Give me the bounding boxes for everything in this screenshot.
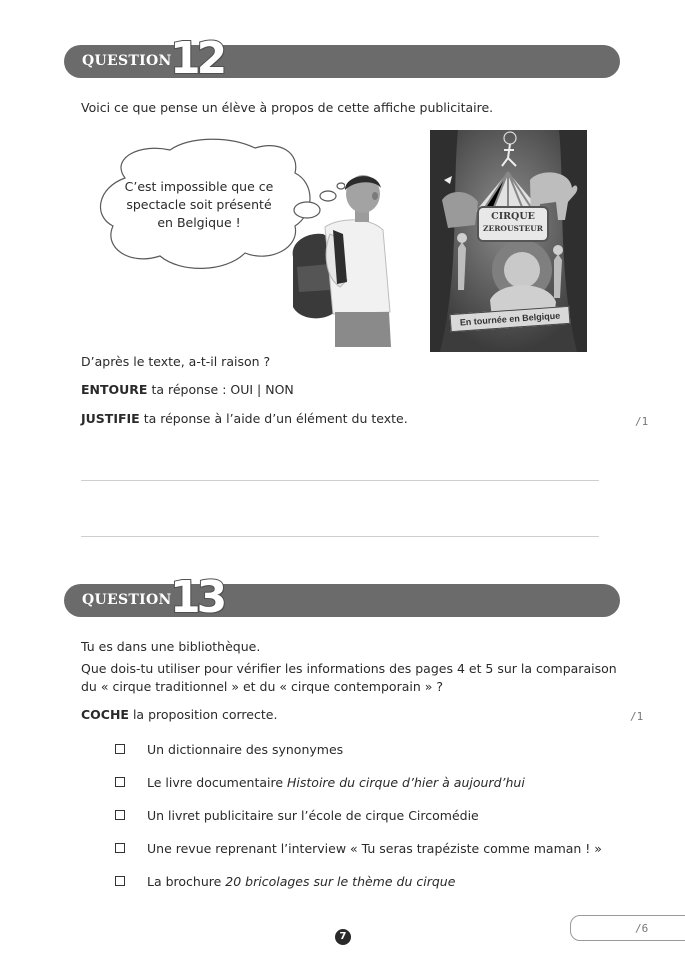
question-12-prompt: D’après le texte, a-t-il raison ? <box>81 354 271 369</box>
poster-banner: En tournée en Belgique <box>450 306 571 332</box>
option-label: Un livret publicitaire sur l’école de cirque Circomédie <box>147 808 479 823</box>
question-12-intro: Voici ce que pense un élève à propos de cette affiche publicitaire. <box>81 100 494 115</box>
instruction-text: ta réponse : OUI | NON <box>147 382 294 397</box>
thought-bubble-text <box>110 178 288 232</box>
instruction-keyword: COCHE <box>81 707 129 722</box>
poster-title-sign <box>477 206 549 242</box>
total-score-box <box>570 915 685 941</box>
option-label: La brochure 20 bricolages sur le thème du cirque <box>147 874 456 889</box>
option-label: Un dictionnaire des synonymes <box>147 742 344 757</box>
question-13-prompt: Que dois-tu utiliser pour vérifier les informations des pages 4 et 5 sur la comparaison du « cirque traditionnel » et du « cirque contemporain » ? <box>81 661 617 694</box>
question-12-score: /1 <box>635 415 649 428</box>
question-12-header <box>64 33 620 84</box>
option-label: Le livre documentaire Histoire du cirque d’hier à aujourd’hui <box>147 775 525 790</box>
student-illustration <box>285 172 400 347</box>
instruction-text: ta réponse à l’aide d’un élément du texte. <box>139 411 408 426</box>
bubble-line: en Belgique ! <box>157 215 241 230</box>
question-13-score: /1 <box>630 710 644 723</box>
page-number: 7 <box>335 929 351 945</box>
option-checkbox[interactable] <box>115 876 125 886</box>
option-label: Une revue reprenant l’interview « Tu seras trapéziste comme maman ! » <box>147 841 602 856</box>
option-checkbox[interactable] <box>115 843 125 853</box>
instruction-keyword: ENTOURE <box>81 382 148 397</box>
option-checkbox[interactable] <box>115 810 125 820</box>
question-13-intro: Tu es dans une bibliothèque. <box>81 639 261 654</box>
instruction-circle <box>81 381 294 399</box>
instruction-keyword: JUSTIFIE <box>81 411 140 426</box>
question-number: 12 <box>170 33 224 84</box>
answer-line[interactable] <box>81 480 599 481</box>
question-label: QUESTION <box>82 592 172 608</box>
total-score: /6 <box>635 922 649 935</box>
option-checkbox[interactable] <box>115 777 125 787</box>
option-checkbox[interactable] <box>115 744 125 754</box>
circus-poster <box>430 130 587 352</box>
question-number: 13 <box>170 572 224 623</box>
instruction-text: la proposition correcte. <box>128 707 278 722</box>
bubble-line: C’est impossible que ce <box>124 179 274 194</box>
answer-line[interactable] <box>81 536 599 537</box>
poster-title-line: CIRQUE <box>491 211 535 222</box>
question-label: QUESTION <box>82 53 172 69</box>
instruction-check <box>81 706 277 724</box>
question-13-header <box>64 572 620 623</box>
instruction-justify <box>81 410 408 428</box>
bubble-line: spectacle soit présenté <box>126 197 272 212</box>
poster-title-line: ZEROUSTEUR <box>483 224 543 233</box>
